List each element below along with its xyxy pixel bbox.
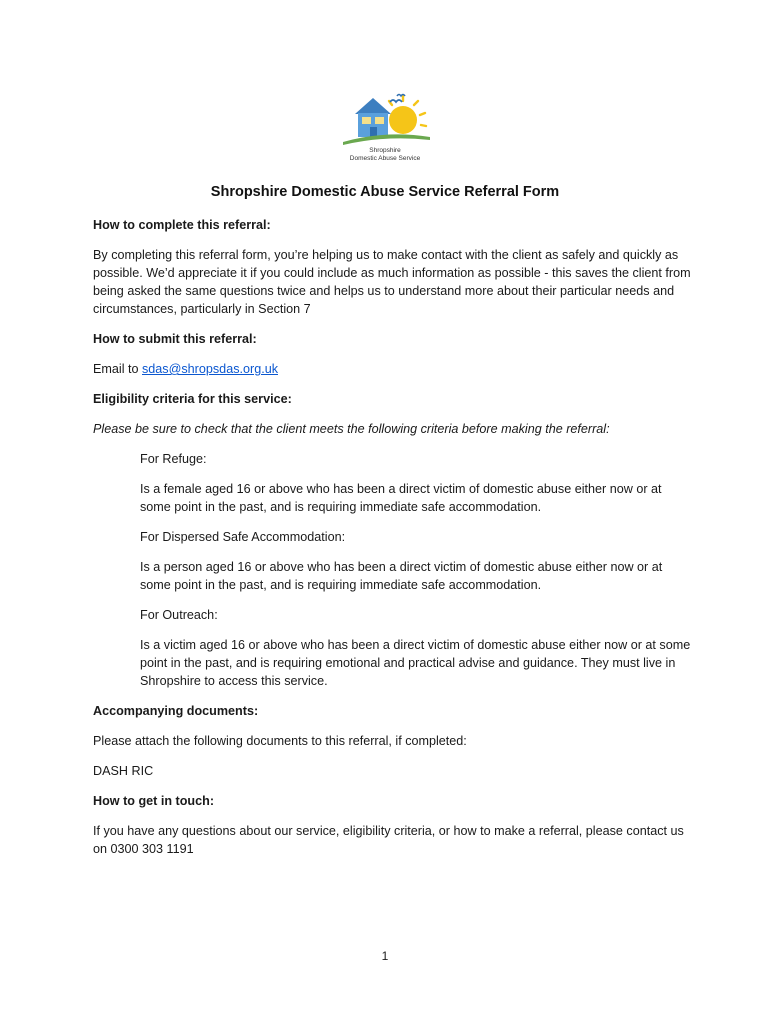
house-sun-logo-icon [335,92,435,148]
dispersed-label: For Dispersed Safe Accommodation: [140,530,346,544]
email-prefix: Email to [93,362,142,376]
heading-contact: How to get in touch: [93,794,215,808]
heading-submit: How to submit this referral: [93,332,257,346]
heading-eligibility: Eligibility criteria for this service: [93,392,292,406]
paragraph-contact: If you have any questions about our service, eligibility criteria, or how to make a referral, please contact us on 0300 303 1191 [93,824,684,856]
dispersed-text: Is a person aged 16 or above who has been a direct victim of domestic abuse either now or at some point in the past, and is requiring immediate safe accommodation. [140,560,663,592]
page-number: 1 [381,949,389,963]
document-item: DASH RIC [93,764,154,778]
paragraph-submit [93,360,693,378]
paragraph-complete: By completing this referral form, you’re helping us to make contact with the client as safely and quickly as possible. We’d appreciate it if you could include as much information as possible - this saves the client from being asked the same questions twice and helps us to understand more about their particular needs and circumstances, particularly in Section 7 [93,248,691,316]
heading-complete: How to complete this referral: [93,218,271,232]
eligibility-intro: Please be sure to check that the client meets the following criteria before making the referral: [93,422,610,436]
refuge-label: For Refuge: [140,452,207,466]
sdas-logo [335,92,435,168]
email-link[interactable]: sdas@shropsdas.org.uk [142,362,278,376]
outreach-text: Is a victim aged 16 or above who has been a direct victim of domestic abuse either now or at some point in the past, and is requiring emotional and practical advise and guidance. They must live in Shropshire to access this service. [140,638,691,688]
page-title: Shropshire Domestic Abuse Service Referral Form [210,184,560,200]
logo-text-line2: Domestic Abuse Service [349,155,421,162]
refuge-text: Is a female aged 16 or above who has been a direct victim of domestic abuse either now or at some point in the past, and is requiring immediate safe accommodation. [140,482,662,514]
paragraph-documents: Please attach the following documents to this referral, if completed: [93,734,467,748]
logo-text-line1: Shropshire [369,147,401,154]
heading-documents: Accompanying documents: [93,704,259,718]
outreach-label: For Outreach: [140,608,218,622]
form-instructions [93,216,693,870]
